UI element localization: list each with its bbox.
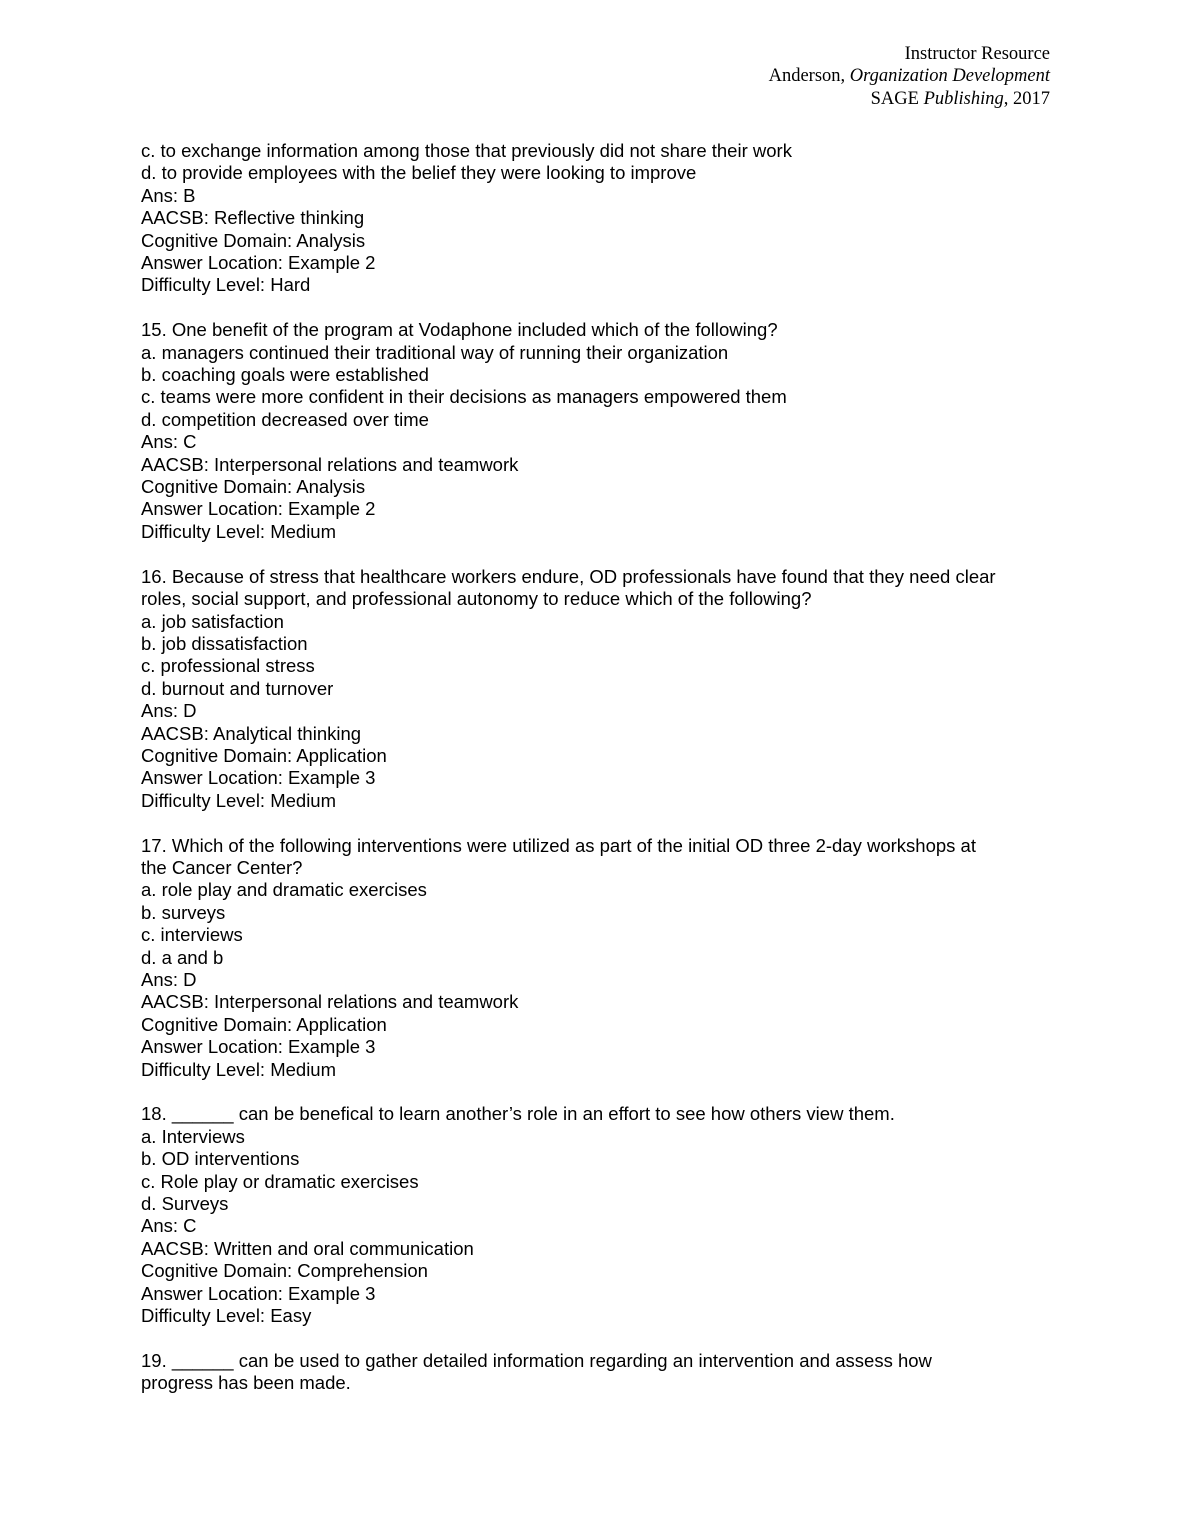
option-b: b. coaching goals were established: [141, 364, 429, 386]
cognitive-domain: Cognitive Domain: Application: [141, 1013, 387, 1035]
document-body: [141, 140, 1051, 1417]
cognitive-domain: Cognitive Domain: Application: [141, 744, 387, 766]
aacsb: AACSB: Reflective thinking: [141, 207, 365, 229]
option-b: b. surveys: [141, 901, 226, 923]
answer: Ans: C: [141, 431, 197, 453]
option-d: d. burnout and turnover: [141, 677, 334, 699]
question-17: [141, 835, 1051, 1081]
question-text-line-1: 16. Because of stress that healthcare workers endure, OD professionals have found that they need clear: [141, 565, 996, 587]
question-text-line-1: 17. Which of the following interventions were utilized as part of the initial OD three 2-day workshops at: [141, 834, 976, 856]
answer: Ans: D: [141, 700, 197, 722]
answer-location: Answer Location: Example 3: [141, 1036, 376, 1058]
option-a: a. job satisfaction: [141, 610, 284, 632]
aacsb: AACSB: Analytical thinking: [141, 722, 362, 744]
option-b: b. job dissatisfaction: [141, 632, 308, 654]
question-16: [141, 566, 1051, 812]
aacsb: AACSB: Written and oral communication: [141, 1237, 474, 1259]
header-year: , 2017: [1003, 88, 1050, 109]
question-text-line-2: the Cancer Center?: [141, 856, 303, 878]
aacsb: AACSB: Interpersonal relations and teamwork: [141, 453, 519, 475]
difficulty-level: Difficulty Level: Hard: [141, 274, 311, 296]
option-c: c. professional stress: [141, 655, 315, 677]
option-c: c. teams were more confident in their decisions as managers empowered them: [141, 386, 787, 408]
header-book-title: Organization Development: [849, 66, 1050, 87]
difficulty-level: Difficulty Level: Medium: [141, 520, 337, 542]
option-a: a. Interviews: [141, 1125, 245, 1147]
question-14-continued: [141, 140, 1051, 297]
option-c: c. Role play or dramatic exercises: [141, 1170, 419, 1192]
option-a: a. managers continued their traditional way of running their organization: [141, 341, 729, 363]
option-d: d. to provide employees with the belief they were looking to improve: [141, 162, 697, 184]
difficulty-level: Difficulty Level: Easy: [141, 1305, 312, 1327]
cognitive-domain: Cognitive Domain: Analysis: [141, 229, 366, 251]
answer-location: Answer Location: Example 3: [141, 767, 376, 789]
difficulty-level: Difficulty Level: Medium: [141, 1058, 337, 1080]
header-publisher-prefix: SAGE: [870, 88, 924, 109]
answer-location: Answer Location: Example 2: [141, 252, 376, 274]
option-c: c. interviews: [141, 924, 243, 946]
question-text: 18. ______ can be benefical to learn another’s role in an effort to see how others view them.: [141, 1103, 895, 1125]
question-15: [141, 319, 1051, 543]
answer: Ans: D: [141, 968, 197, 990]
option-d: d. Surveys: [141, 1193, 229, 1215]
difficulty-level: Difficulty Level: Medium: [141, 789, 337, 811]
question-text-line-1: 19. ______ can be used to gather detailed information regarding an intervention and assess how: [141, 1349, 932, 1371]
answer: Ans: B: [141, 184, 196, 206]
option-d: d. a and b: [141, 946, 224, 968]
cognitive-domain: Cognitive Domain: Comprehension: [141, 1260, 428, 1282]
header-publisher-italic: Publishing: [923, 88, 1004, 109]
option-c: c. to exchange information among those that previously did not share their work: [141, 140, 792, 161]
page-header: [769, 43, 1050, 110]
header-publisher-line: [769, 88, 1050, 110]
header-resource-label: Instructor Resource: [904, 44, 1050, 64]
option-b: b. OD interventions: [141, 1148, 300, 1170]
answer-location: Answer Location: Example 2: [141, 498, 376, 520]
question-19: [141, 1350, 1051, 1395]
question-18: [141, 1103, 1051, 1327]
header-book-line: [769, 65, 1050, 87]
answer: Ans: C: [141, 1215, 197, 1237]
question-text-line-2: progress has been made.: [141, 1372, 351, 1394]
header-author: Anderson,: [768, 66, 850, 87]
cognitive-domain: Cognitive Domain: Analysis: [141, 476, 366, 498]
option-a: a. role play and dramatic exercises: [141, 879, 427, 901]
question-text: 15. One benefit of the program at Vodaphone included which of the following?: [141, 319, 778, 341]
answer-location: Answer Location: Example 3: [141, 1282, 376, 1304]
question-text-line-2: roles, social support, and professional autonomy to reduce which of the following?: [141, 588, 812, 610]
option-d: d. competition decreased over time: [141, 408, 429, 430]
aacsb: AACSB: Interpersonal relations and teamwork: [141, 991, 519, 1013]
